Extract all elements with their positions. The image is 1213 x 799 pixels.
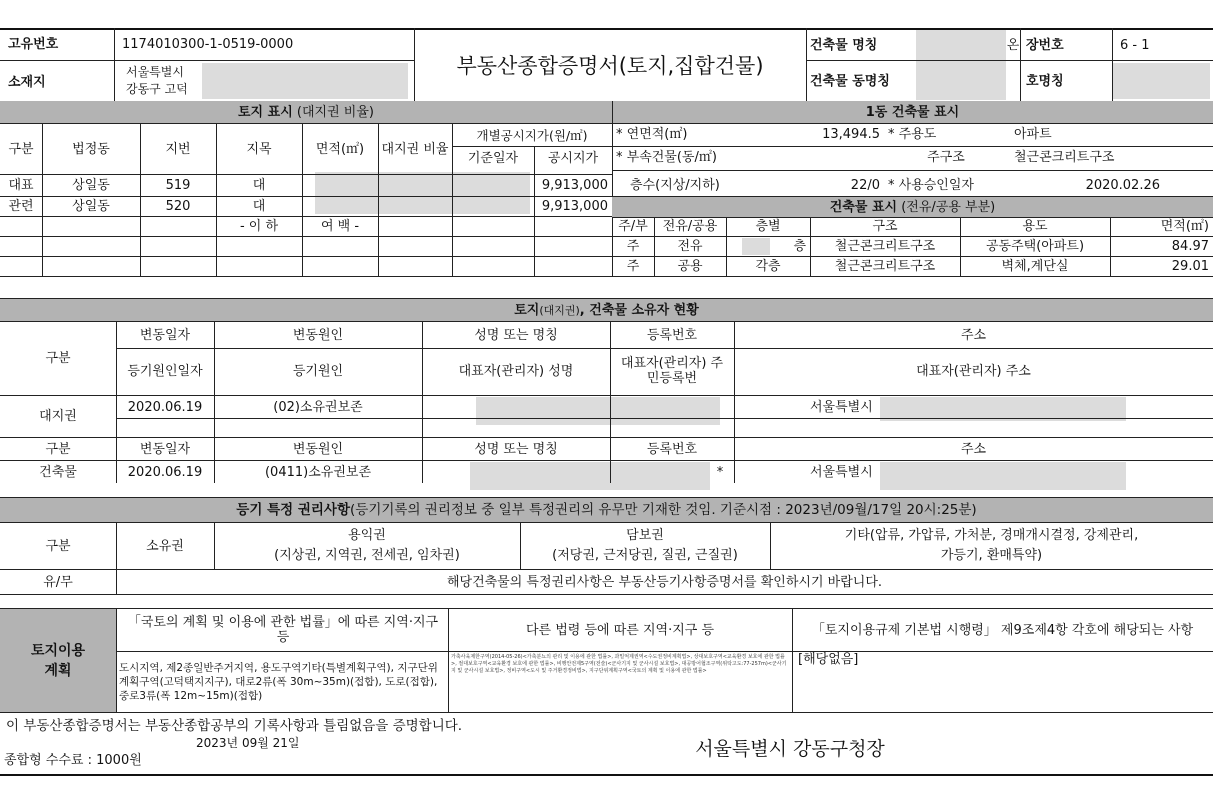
land-owner-gubun: 대지권: [39, 408, 77, 424]
land-row2-jimok: 대: [252, 198, 266, 214]
unit-title-main: 건축물 표시: [829, 199, 898, 215]
unit-row1-use: 공동주택(아파트): [985, 239, 1085, 254]
location-label: 소재지: [8, 74, 46, 90]
certify-text: 이 부동산종합증명서는 부동산종합공부의 기록사항과 틀림없음을 증명합니다.: [6, 717, 463, 734]
land-below-2: 여 백 -: [320, 218, 360, 234]
fee-text: 종합형 수수료 : 1000원: [4, 752, 142, 768]
rights-col-gubun: 구분: [45, 538, 71, 554]
unit-row1-floor: 층: [793, 239, 806, 254]
unique-no-value: 1174010300-1-0519-0000: [122, 36, 294, 52]
landuse-label: 토지이용 계획: [30, 643, 86, 679]
unit-col-jeonyu: 전유/공용: [662, 219, 718, 234]
floors-label: 층수(지상/지하): [630, 177, 720, 193]
owner-col-gubun-2: 구분: [45, 441, 71, 457]
rights-col-ownership: 소유권: [146, 538, 184, 554]
owner-title-a: 토지: [514, 302, 540, 318]
land-col-jibun: 지번: [165, 141, 191, 157]
sheet-no-value: 6 - 1: [1120, 37, 1150, 53]
rights-title-sub: (등기기록의 권리정보 중 일부 특정권리의 유무만 기재한 것임. 기준시점 : 2023년/09월/17일 20시:25분): [350, 501, 977, 518]
land-row1-gubun: 대표: [8, 177, 34, 193]
unit-row1-struct: 철근콘크리트구조: [834, 239, 936, 254]
owner-col-change-date-2: 변동일자: [139, 441, 191, 457]
rights-yn-label: 유/무: [43, 574, 73, 590]
redacted-land-area: [315, 172, 530, 214]
floors-value: 22/0: [850, 177, 880, 193]
land-col-dong: 법정동: [72, 141, 110, 157]
rights-col-security-sub: (저당권, 근저당권, 질권, 근질권): [552, 547, 738, 563]
unit-row2-struct: 철근콘크리트구조: [834, 259, 936, 274]
rights-col-security: 담보권: [626, 527, 664, 543]
land-col-area: 면적(㎡): [315, 141, 365, 157]
land-row1-dong: 상일동: [72, 177, 110, 193]
bldg-owner-regno-mark: *: [716, 464, 724, 480]
owner-col-rep-id: 대표자(관리자) 주민등록번: [620, 356, 724, 386]
issuer-name: 서울특별시 강동구청장: [695, 737, 885, 760]
land-owner-addr: 서울특별시: [810, 399, 873, 415]
owner-col-change-reason-2: 변동원인: [292, 441, 344, 457]
owner-col-reg-cause: 등기원인: [292, 363, 344, 379]
main-struct-value: 철근콘크리트구조: [1014, 149, 1115, 165]
unit-col-floor: 층별: [755, 219, 781, 234]
total-area-value: 13,494.5: [822, 126, 880, 142]
building-name-label: 건축물 명칭: [810, 37, 878, 53]
location-line2: 강동구 고덕: [126, 81, 188, 96]
unit-col-jubu: 주/부: [618, 219, 648, 234]
redacted-address: [202, 63, 408, 99]
sheet-no-label: 장번호: [1026, 37, 1064, 53]
owner-col-name-2: 성명 또는 명칭: [474, 441, 558, 457]
rights-col-other-2: 가등기, 환매특약): [940, 547, 1043, 563]
issue-date: 2023년 09월 21일: [196, 735, 300, 750]
land-title-main: 토지 표시: [238, 104, 293, 120]
land-row2-gubun: 관련: [8, 198, 34, 214]
dong-name-label: 건축물 동명칭: [810, 73, 890, 89]
unit-col-struct: 구조: [872, 219, 898, 234]
redacted-ho-name: [1112, 63, 1210, 99]
unit-row1-jeonyu: 전유: [677, 239, 703, 254]
landuse-col-national: 「국토의 계획 및 이용에 관한 법률」에 따른 지역·지구 등: [127, 615, 439, 645]
land-col-jimok: 지목: [246, 141, 272, 157]
unit-section-title: [612, 197, 1213, 217]
annex-label: * 부속건물(동/㎡): [616, 149, 717, 165]
unit-row2-jubu: 주: [626, 259, 640, 274]
rights-notice: 해당건축물의 특정권리사항은 부동산등기사항증명서를 확인하시기 바랍니다.: [446, 574, 883, 590]
land-row2-price: 9,913,000: [541, 198, 608, 214]
land-col-gubun: 구분: [8, 141, 34, 157]
land-section-title: [0, 101, 612, 123]
bldg-owner-reason: (0411)소유권보존: [264, 464, 372, 480]
land-row2-dong: 상일동: [72, 198, 110, 214]
document-title: 부동산종합증명서(토지,집합건물): [456, 53, 764, 78]
land-col-price-val: 공시지가: [547, 150, 599, 166]
owner-title-b: (대지권): [539, 303, 580, 317]
land-owner-reason: (02)소유권보존: [273, 399, 363, 415]
owner-section-title: [0, 299, 1213, 321]
land-col-base-date: 기준일자: [467, 150, 519, 166]
landuse-other-law-text: 가축사육제한구역(2014-05-26)<가축분뇨의 관리 및 이용에 관한 법률>, 과밀억제권역<수도권정비계획법>, 상대보호구역<교육환경 보호에 관한 법률>, 절대보호구역<교육환경 보호에 관한 법률>, 비행안전제5구역(전술)<군사기지 및 군사시설 보호법>, 대공방어협조구역(위탁고도:77-257m)<군사기지 및 군사시설 보호법>, 정비구역<도시 및 주거환경정비법>, 지구단위계획구역<국토의 계획 및 이용에 관한 법률>: [451, 654, 787, 674]
landuse-national-text: 도시지역, 제2종일반주거지역, 용도구역기타(특별계획구역), 지구단위계획구역(고덕택지지구), 대로2류(폭 30m~35m)(접합), 도로(접합), 중로3류(폭 12m~15m)(접합): [119, 662, 438, 702]
rights-col-use-sub: (지상권, 지역권, 전세권, 임차권): [274, 547, 460, 563]
owner-col-reg-no-2: 등록번호: [646, 441, 698, 457]
redacted-building-name: [916, 30, 1006, 100]
land-row1-price: 9,913,000: [541, 177, 608, 193]
landuse-col-decree: 「토지이용규제 기본법 시행령」 제9조제4항 각호에 해당되는 사항: [811, 622, 1194, 638]
land-col-ratio: 대지권 비율: [381, 141, 449, 157]
bldg-owner-gubun: 건축물: [39, 464, 77, 480]
unique-no-label: 고유번호: [8, 36, 59, 52]
owner-col-addr-2: 주소: [960, 441, 987, 457]
unit-row2-floor: 각층: [755, 259, 781, 274]
rights-title-main: 등기 특정 권리사항: [236, 501, 351, 518]
location-line1: 서울특별시: [126, 64, 184, 79]
owner-col-reg-date: 등기원인일자: [127, 363, 203, 379]
land-title-sub: (대지권 비율): [296, 104, 374, 120]
land-row1-jimok: 대: [252, 177, 266, 193]
total-area-label: * 연면적(㎡): [616, 126, 688, 142]
landuse-decree-text: [해당없음]: [798, 652, 859, 667]
owner-col-reg-no: 등록번호: [646, 327, 698, 343]
redacted-land-owner: [476, 397, 720, 425]
land-row2-jibun: 520: [165, 198, 191, 214]
rights-col-use: 용익권: [348, 527, 386, 543]
unit-row2-jeonyu: 공용: [677, 259, 703, 274]
building-name-tail: 온: [1006, 37, 1020, 53]
approval-value: 2020.02.26: [1085, 177, 1160, 193]
owner-col-rep-name: 대표자(관리자) 성명: [458, 363, 574, 379]
unit-row1-jubu: 주: [626, 239, 640, 254]
landuse-col-other-law: 다른 법령 등에 따른 지역·지구 등: [525, 622, 715, 638]
approval-label: * 사용승인일자: [888, 177, 974, 193]
owner-title-c: , 건축물 소유자 현황: [579, 302, 699, 318]
owner-col-addr: 주소: [960, 327, 987, 343]
unit-col-use: 용도: [1022, 219, 1048, 234]
ho-name-label: 호명칭: [1026, 73, 1064, 89]
unit-row2-area: 29.01: [1171, 259, 1209, 274]
owner-col-gubun: 구분: [45, 350, 71, 366]
owner-col-change-reason: 변동원인: [292, 327, 344, 343]
building-section-title: 1동 건축물 표시: [865, 104, 960, 120]
unit-col-area: 면적(㎡): [1160, 219, 1209, 234]
main-use-label: * 주용도: [888, 126, 937, 142]
unit-title-sub: (전유/공용 부분): [901, 199, 996, 215]
rights-col-other: 기타(압류, 가압류, 가처분, 경매개시결정, 강제관리,: [844, 527, 1139, 543]
main-struct-label: 주구조: [927, 149, 965, 165]
owner-col-name: 성명 또는 명칭: [474, 327, 558, 343]
redacted-bldg-owner: [470, 462, 710, 490]
land-col-price: 개별공시지가(원/㎡): [476, 127, 588, 143]
land-row1-jibun: 519: [165, 177, 191, 193]
main-use-value: 아파트: [1014, 126, 1052, 142]
land-below-1: - 이 하: [239, 218, 279, 234]
owner-col-change-date: 변동일자: [139, 327, 191, 343]
unit-row2-use: 벽체,계단실: [1001, 259, 1069, 274]
redacted-floor: [742, 238, 770, 255]
owner-col-rep-addr: 대표자(관리자) 주소: [916, 363, 1031, 379]
redacted-bldg-owner-addr: [880, 462, 1126, 490]
rights-section-title: [0, 498, 1213, 522]
bldg-owner-date: 2020.06.19: [127, 464, 203, 480]
land-owner-date: 2020.06.19: [127, 399, 203, 415]
unit-row1-area: 84.97: [1171, 239, 1209, 254]
bldg-owner-addr: 서울특별시: [810, 464, 873, 480]
